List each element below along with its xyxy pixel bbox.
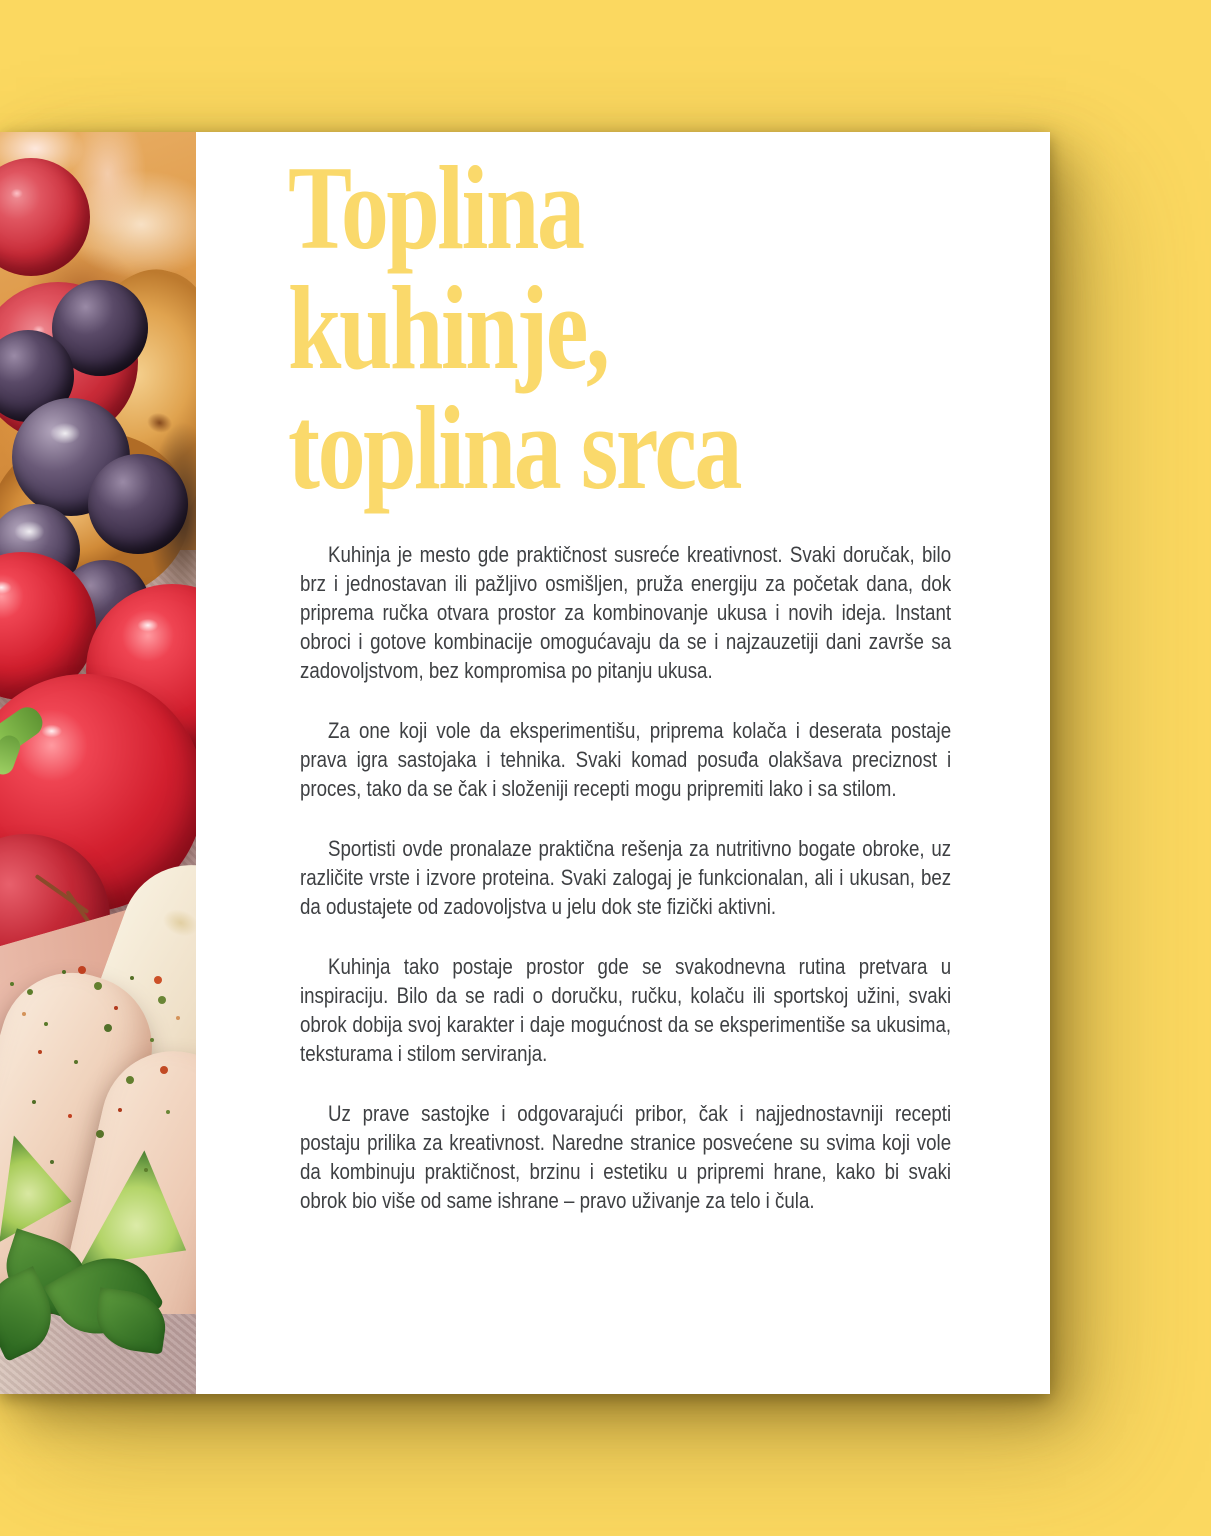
paragraph: Sportisti ovde pronalaze praktična rešenja za nutritivno bogate obroke, uz različite vrste i izvore proteina. Svaki zalogaj je funkcionalan, ali i ukusan, bez da odustajete od zadovoljstva u jelu dok ste fizički aktivni. bbox=[300, 836, 952, 919]
page-title-line: kuhinje, bbox=[288, 261, 608, 394]
page-title-line: toplina srca bbox=[288, 381, 741, 514]
paragraph: Kuhinja je mesto gde praktičnost susreće kreativnost. Svaki doručak, bilo brz i jednostavan ili pažljivo osmišljen, pruža energiju za početak dana, dok priprema ručka otvara prostor za kombinovanje ukusa i novih ideja. Instant obroci i gotove kombinacije omogućavaju da se i najzauzetiji dani završe sa zadovoljstvom, bez kompromisa po pitanju ukusa. bbox=[300, 542, 952, 683]
spice-flecks bbox=[10, 982, 14, 986]
page-title-line: Toplina bbox=[288, 141, 583, 274]
food-photo bbox=[0, 132, 196, 1394]
page-title bbox=[288, 141, 741, 514]
paragraph: Za one koji vole da eksperimentišu, priprema kolača i deserata postaje prava igra sastojaka i tehnika. Svaki komad posuđa olakšava preciznost i proces, tako da se čak i složeniji recepti mogu pripremiti lako i sa stilom. bbox=[300, 718, 952, 801]
paragraph: Kuhinja tako postaje prostor gde se svakodnevna rutina pretvara u inspiraciju. Bilo da se radi o doručku, ručku, kolaču ili sportskoj užini, svaki obrok dobija svoj karakter i daje mogućnost da se eksperimentiše sa ukusima, teksturama i stilom serviranja. bbox=[300, 954, 952, 1066]
body-text bbox=[300, 540, 951, 1246]
paragraph: Uz prave sastojke i odgovarajući pribor, čak i najjednostavniji recepti postaju prilika za kreativnost. Naredne stranice posvećene su svima koji vole da kombinuju praktičnost, brzinu i estetiku u pripremi hrane, kako bi svaki obrok bio više od same ishrane – pravo uživanje za telo i čula. bbox=[300, 1101, 952, 1213]
blueberry bbox=[88, 454, 188, 554]
magazine-page bbox=[0, 132, 1050, 1394]
